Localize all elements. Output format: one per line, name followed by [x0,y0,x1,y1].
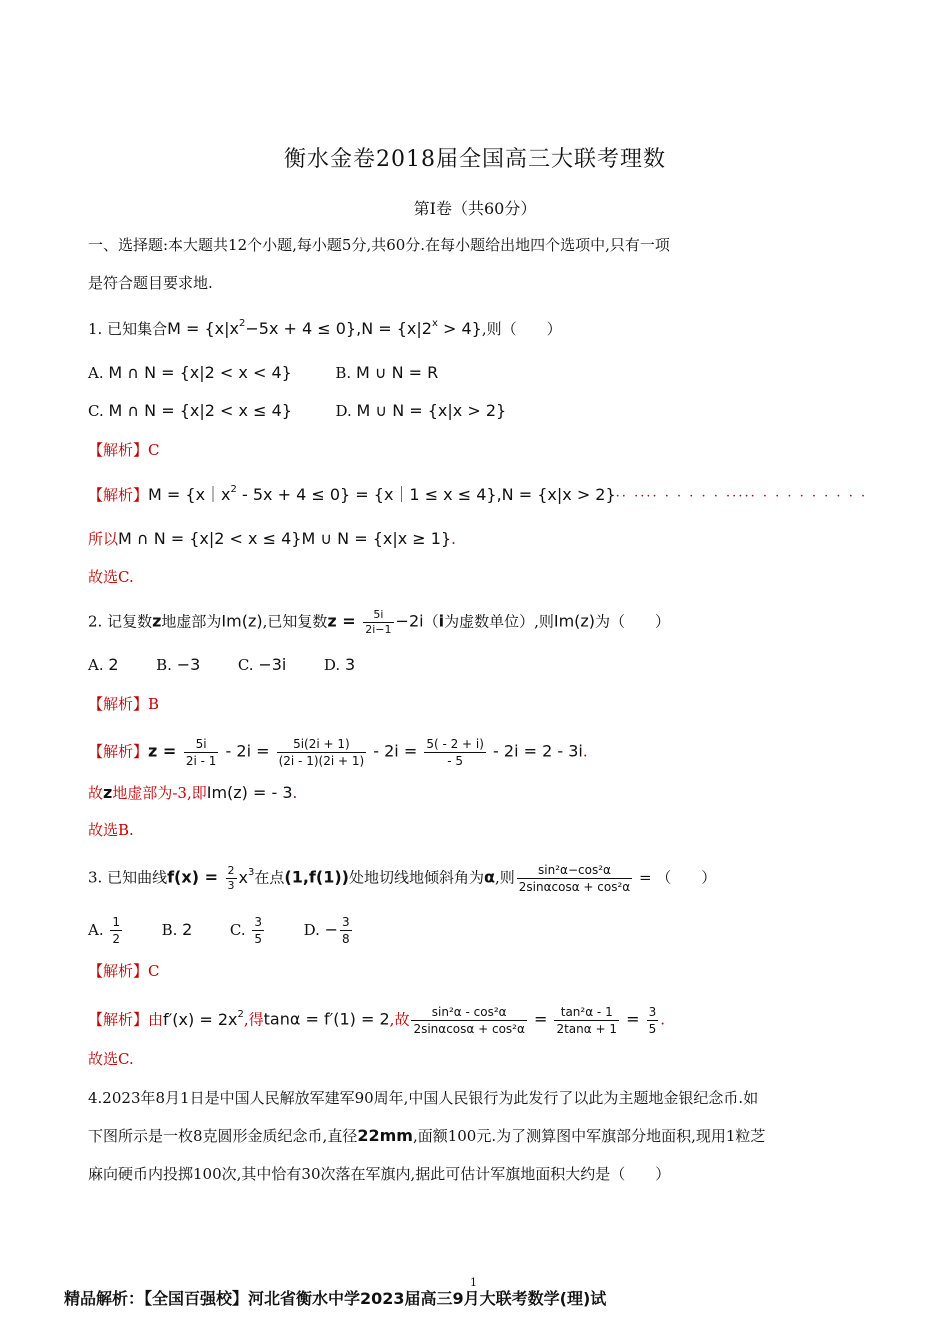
document-title: 衡水金卷2018届全国高三大联考理数 [284,147,666,172]
q1-option-c: C. M ∩ N = {x|2 < x ≤ 4} [88,401,292,420]
q3-answer: 【解析】C [88,962,160,980]
q4-stem-line2: 下图所示是一枚8克圆形金质纪念币,直径22mm,面额100元.为了测算图中军旗部分地面积,现用1粒芝 [88,1126,766,1145]
q2-fraction: $\frac{5i}{2i-1}$ [365,608,392,636]
q1-stem [88,318,562,340]
q2-option-b: B. −3 [156,655,201,674]
q1-conclusion: 故选C. [88,568,134,586]
q1-options-cd [88,400,506,422]
q3-option-c: C. $\frac{3}{5}$ [229,915,263,946]
q1-prefix: 1. 已知集合 [88,320,168,338]
q2-options [88,654,355,676]
q2-option-c: C. −3i [237,655,287,674]
document-subtitle: 第Ⅰ卷（共60分） [413,199,537,218]
q1-explanation: 【解析】$M = \{x|x^2 - 5x + 4 \le 0\}$ = {x｜1 ≤ x ≤ 4},N = {x|x > 2}·· ···· · · · · · ····· · · · · · · · · · [88,484,868,504]
section-heading-line2: 是符合题目要求地. [88,274,213,292]
q3-option-a: A. $\frac{1}{2}$ [88,915,121,946]
q1-option-d: D. M ∪ N = {x|x > 2} [335,401,507,420]
page-number: 1 [470,1276,477,1289]
q1-explanation-math: $M = \{x|x^2 - 5x + 4 \le 0\}$ = {x｜1 ≤ x ≤ 4},N = {x|x > 2} [148,484,616,504]
q2-conclusion: 故选B. [88,821,134,839]
q1-options-ab [88,362,438,384]
q1-math: $M = \{x|x^2-5x + 4 \le 0\},N = \{x|2^x > 4\}$ [167,318,482,338]
q4-stem-line1: 4.2023年8月1日是中国人民解放军建军90周年,中国人民银行为此发行了以此为主题地金银纪念币.如 [88,1089,759,1107]
q3-options [88,914,354,947]
q1-answer: 【解析】C [88,441,160,459]
q2-option-d: D. 3 [323,655,356,674]
q3-stem: 3. 已知曲线f(x) = $\frac{2}{3}$ $x^3$在点(1,f(1))处地切线地倾斜角为α,则 $\frac{\text{sin²α−cos²α}}{\text{2sinαcosα + cos²α}}$ = （ ） [88,863,717,894]
q4-stem-line3: 麻向硬币内投掷100次,其中恰有30次落在军旗内,据此可估计军旗地面积大约是（ ） [88,1165,671,1183]
q3-option-b: B. 2 [161,919,193,939]
q3-conclusion: 故选C. [88,1050,134,1068]
q1-suffix: ,则（ ） [481,320,562,338]
q1-option-b: B. M ∪ N = R [335,363,439,382]
q3-explanation: 【解析】由$f'(x) = 2x^2$,得tanα = f′(1) = 2,故 $\frac{\text{sin²α - cos²α}}{\text{2sinαcosα + cos²α}}$ = $\frac{\text{tan²α - 1}}{2\tan\alpha + 1}$ = $\frac{3}{5}$ . [88,1005,665,1036]
q2-explanation-line2: 故z地虚部为-3,即Im(z) = - 3. [88,783,298,802]
q3-option-d: D. − $\frac{3}{8}$ [303,915,350,946]
footer-source: 精品解析：【全国百强校】河北省衡水中学2023届高三9月大联考数学(理)试 [64,1289,607,1308]
section-heading-line1: 一、选择题:本大题共12个小题,每小题5分,共60分.在每小题给出地四个选项中,只有一项 [88,236,670,254]
q2-stem: 2. 记复数z地虚部为Im(z),已知复数z = $\frac{5i}{2i-1}$ −2i（i为虚数单位）,则Im(z)为（ ） [88,608,671,636]
q1-option-a: A. M ∩ N = {x|2 < x < 4} [88,363,292,382]
q2-answer: 【解析】B [88,695,160,713]
q2-explanation: 【解析】z = $\frac{5i}{2i - 1}$ - 2i = $\frac{5i(2i + 1)}{(2i - 1)(2i + 1)}$ - 2i = $\frac{5( - 2 + i)}{- 5}$ - 2i = 2 - 3i. [88,737,588,768]
q2-option-a: A. 2 [88,655,119,674]
q1-explanation-line2: 所以M ∩ N = {x|2 < x ≤ 4}M ∪ N = {x|x ≥ 1}. [88,529,456,548]
